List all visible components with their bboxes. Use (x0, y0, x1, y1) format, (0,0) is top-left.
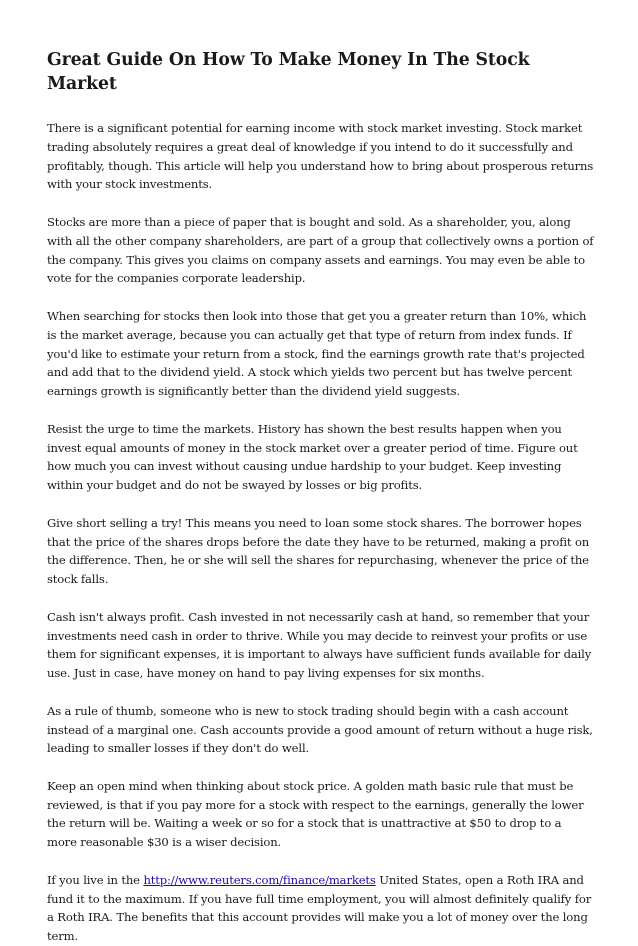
page-title: Great Guide On How To Make Money In The Stock Market (47, 50, 530, 94)
paragraph-9-after-link: United States, open a Roth IRA and fund it to the maximum. If you have full time employment, you will almost definitely qualify for a Roth IRA. The benefits that this account provides will make you a lot of money over the long term. (47, 872, 592, 944)
paragraph-3: When searching for stocks then look into those that get you a greater return than 10%, which is the market average, because you can actually get that type of return from index funds. If you'd like to estimate your return from a stock, find the earnings growth rate that's projected and add that to the dividend yield. A stock which yields two percent but has twelve percent earnings growth is significantly better than the dividend yield suggests. (47, 308, 587, 399)
paragraph-5: Give short selling a try! This means you need to loan some stock shares. The borrower hopes that the price of the shares drops before the date they have to be returned, making a profit on the difference. Then, he or she will sell the shares for repurchasing, whenever the price of the stock falls. (47, 515, 590, 587)
paragraph-2: Stocks are more than a piece of paper that is bought and sold. As a shareholder, you, along with all the other company shareholders, are part of a group that collectively owns a portion of the company. This gives you claims on company assets and earnings. You may even be able to vote for the companies corporate leadership. (47, 214, 594, 286)
reuters-link[interactable]: http://www.reuters.com/finance/markets (143, 872, 376, 887)
paragraph-1: There is a significant potential for earning income with stock market investing. Stock market trading absolutely requires a great deal of knowledge if you intend to do it successfully and profitably, though. This article will help you understand how to bring about prosperous returns with your stock investments. (47, 121, 594, 192)
paragraph-8: Keep an open mind when thinking about stock price. A golden math basic rule that must be reviewed, is that if you pay more for a stock with respect to the earnings, generally the lower the return will be. Waiting a week or so for a stock that is unattractive at $50 to drop to a more reasonable $30 is a wiser decision. (47, 778, 584, 850)
paragraph-9-before-link: If you live in the (47, 872, 144, 887)
paragraph-7: As a rule of thumb, someone who is new to stock trading should begin with a cash account instead of a marginal one. Cash accounts provide a good amount of return without a huge risk, leading to smaller losses if they don't do well. (47, 703, 593, 756)
paragraph-6: Cash isn't always profit. Cash invested in not necessarily cash at hand, so remember that your investments need cash in order to thrive. While you may decide to reinvest your profits or use them for significant expenses, it is important to always have sufficient funds available for daily use. Just in case, have money on hand to pay living expenses for six months. (47, 609, 592, 681)
paragraph-4: Resist the urge to time the markets. History has shown the best results happen when you invest equal amounts of money in the stock market over a greater period of time. Figure out how much you can invest without causing undue hardship to your budget. Keep investing within your budget and do not be swayed by losses or big profits. (47, 421, 578, 493)
paragraph-9 (47, 871, 594, 946)
